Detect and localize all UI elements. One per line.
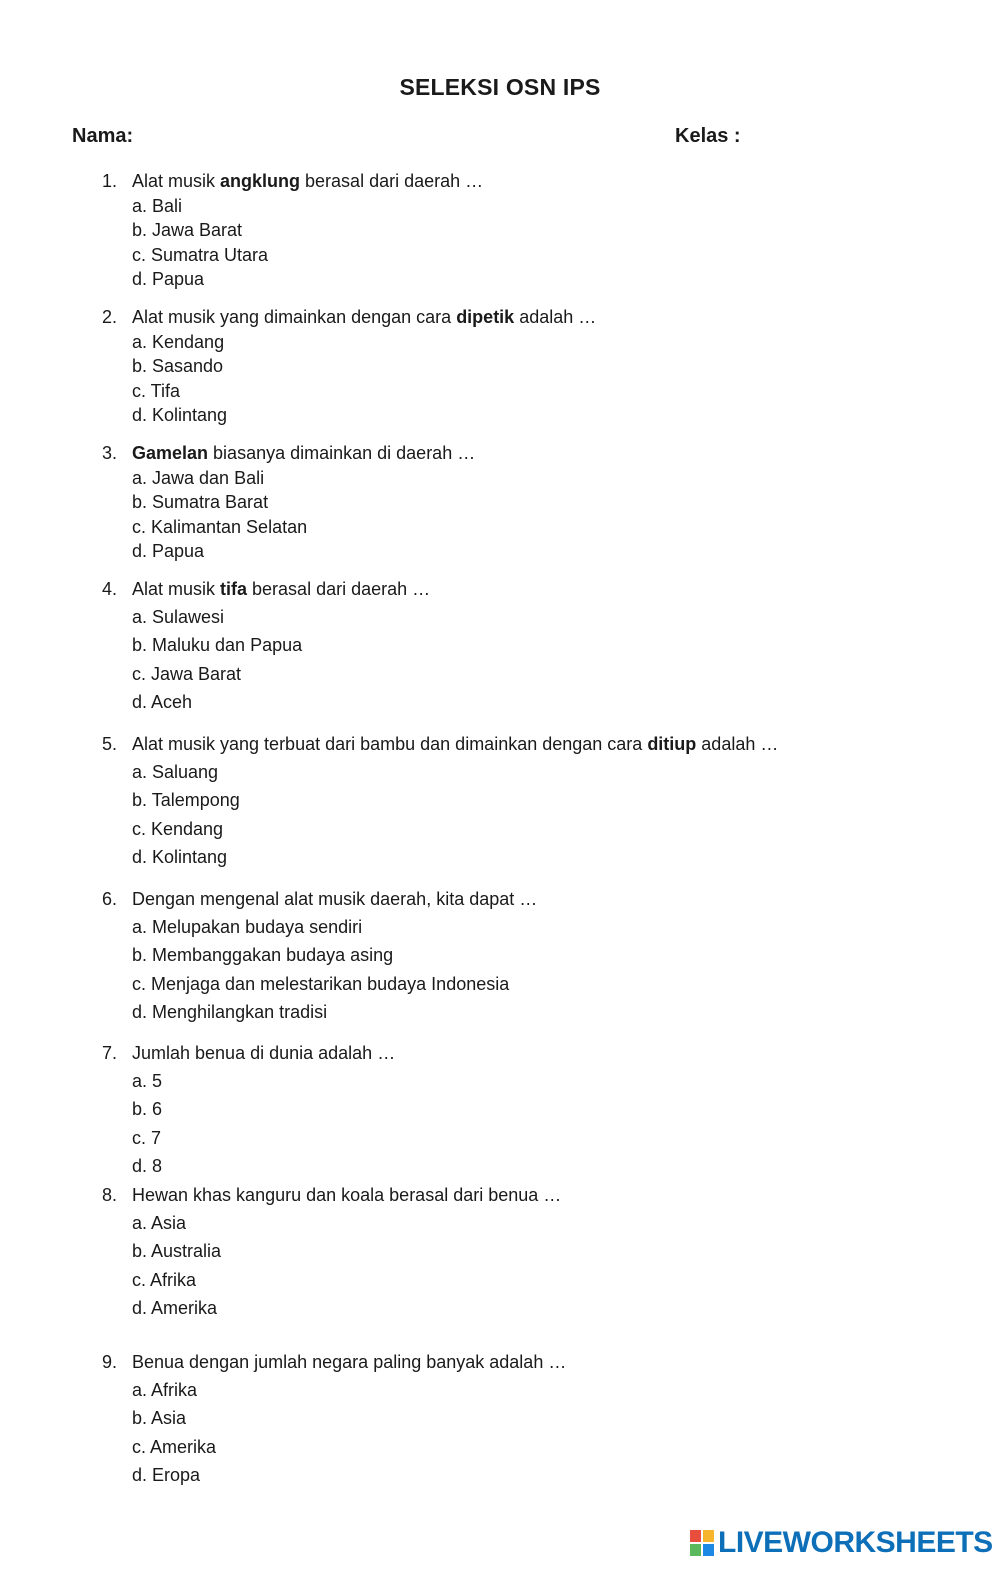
answer-option: c. Sumatra Utara: [132, 244, 269, 265]
answer-option: b. Maluku dan Papua: [132, 635, 303, 656]
question-text: [132, 307, 596, 328]
answer-option: b. Asia: [132, 1408, 187, 1429]
question-text: [132, 1352, 566, 1373]
answer-option: b. 6: [132, 1099, 163, 1120]
page-title: SELEKSI OSN IPS: [399, 74, 601, 100]
question-text: [132, 579, 430, 600]
answer-option: c. Tifa: [132, 380, 181, 401]
question-text-bold: angklung: [220, 171, 301, 191]
question-text-post: biasanya dimainkan di daerah …: [208, 443, 476, 463]
answer-option: c. Kendang: [132, 818, 224, 839]
question-number: 6.: [102, 889, 118, 909]
liveworksheets-logo: [690, 1526, 993, 1560]
answer-option: d. Kolintang: [132, 846, 228, 867]
question-text-bold: dipetik: [456, 307, 515, 327]
question-text: [132, 1185, 561, 1206]
question-number: 1.: [102, 171, 118, 191]
question-number: 9.: [102, 1352, 118, 1372]
answer-option: b. Membanggakan budaya asing: [132, 945, 394, 966]
answer-option: a. Afrika: [132, 1380, 198, 1401]
answer-option: d. Amerika: [132, 1297, 218, 1318]
question-text: [132, 734, 778, 755]
question-text-post: adalah …: [514, 307, 597, 327]
answer-option: c. Amerika: [132, 1436, 217, 1457]
question-text-pre: Dengan mengenal alat musik daerah, kita dapat …: [132, 889, 538, 909]
answer-option: c. 7: [132, 1127, 162, 1148]
question-text-pre: Jumlah benua di dunia adalah …: [132, 1043, 396, 1063]
answer-option: b. Talempong: [132, 790, 240, 811]
answer-option: a. Asia: [132, 1213, 187, 1234]
answer-option: c. Afrika: [132, 1269, 197, 1290]
liveworksheets-logo-icon: [690, 1530, 714, 1556]
question-number: 8.: [102, 1185, 118, 1205]
question-text-post: berasal dari daerah …: [247, 579, 431, 599]
question-text: [132, 443, 475, 464]
question-text-post: berasal dari daerah …: [300, 171, 484, 191]
answer-option: a. Sulawesi: [132, 607, 225, 628]
question-text: [132, 1043, 395, 1064]
answer-option: b. Jawa Barat: [132, 220, 243, 240]
question-text-pre: Alat musik yang terbuat dari bambu dan dimainkan dengan cara: [132, 734, 648, 754]
answer-option: a. Saluang: [132, 762, 219, 783]
question-text-pre: Alat musik yang dimainkan dengan cara: [132, 307, 457, 327]
logo-square: [703, 1530, 714, 1542]
question-text: [132, 171, 483, 192]
answer-option: a. Kendang: [132, 331, 225, 352]
answer-option: d. Aceh: [132, 691, 193, 712]
question-number: 5.: [102, 734, 118, 754]
answer-option: a. Bali: [132, 195, 183, 216]
question-number: 2.: [102, 307, 118, 327]
name-field-label: Nama:: [72, 125, 134, 147]
question-text-bold: Gamelan: [132, 443, 209, 463]
answer-option: c. Kalimantan Selatan: [132, 516, 308, 537]
class-field-label: Kelas :: [675, 125, 741, 147]
answer-option: b. Sasando: [132, 356, 224, 376]
question-number: 3.: [102, 443, 118, 463]
answer-option: d. Papua: [132, 269, 205, 289]
answer-option: c. Jawa Barat: [132, 663, 242, 684]
question-text: [132, 889, 537, 910]
answer-option: d. Papua: [132, 541, 205, 561]
question-text-pre: Alat musik: [132, 171, 221, 191]
logo-square: [703, 1544, 714, 1556]
answer-option: a. Melupakan budaya sendiri: [132, 917, 363, 938]
answer-option: d. Kolintang: [132, 405, 228, 425]
logo-square: [690, 1530, 701, 1542]
question-text-pre: Alat musik: [132, 579, 221, 599]
question-number: 7.: [102, 1043, 118, 1063]
question-text-bold: ditiup: [647, 734, 697, 754]
answer-option: a. Jawa dan Bali: [132, 467, 265, 488]
question-text-pre: Benua dengan jumlah negara paling banyak adalah …: [132, 1352, 567, 1372]
question-text-pre: Hewan khas kanguru dan koala berasal dari benua …: [132, 1185, 562, 1205]
answer-option: b. Australia: [132, 1241, 222, 1262]
answer-option: b. Sumatra Barat: [132, 492, 269, 512]
answer-option: a. 5: [132, 1071, 163, 1092]
question-text-post: adalah …: [696, 734, 779, 754]
answer-option: d. 8: [132, 1155, 163, 1176]
question-text-bold: tifa: [220, 579, 248, 599]
answer-option: d. Eropa: [132, 1464, 201, 1485]
logo-text: LIVEWORKSHEETS: [718, 1526, 993, 1559]
question-number: 4.: [102, 579, 118, 599]
logo-square: [690, 1544, 701, 1556]
answer-option: d. Menghilangkan tradisi: [132, 1001, 328, 1022]
answer-option: c. Menjaga dan melestarikan budaya Indonesia: [132, 973, 510, 994]
